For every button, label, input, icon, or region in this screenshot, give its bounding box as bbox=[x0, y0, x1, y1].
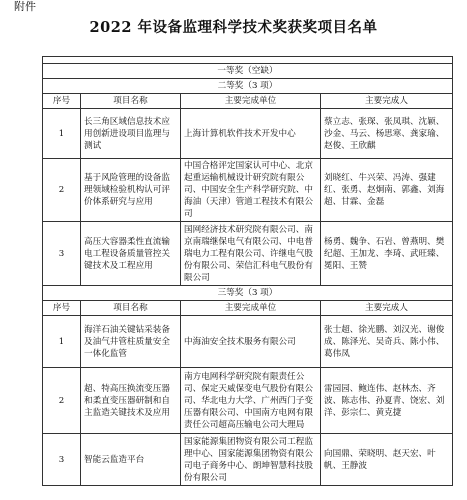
first-prize-row bbox=[43, 64, 453, 79]
first-prize-label: 一等奖（空缺） bbox=[43, 64, 453, 79]
table-row bbox=[43, 316, 453, 368]
table-top-gap bbox=[43, 57, 453, 64]
row-unit: 国网经济技术研究院有限公司、南京南瑞继保电气有限公司、中电普瑞电力工程有限公司、许继电气股份有限公司、荣信汇科电气股份有限公司 bbox=[181, 222, 321, 286]
row-unit: 中国合格评定国家认可中心、北京起重运输机械设计研究院有限公司、中国安全生产科学研究院、中海油（天津）管道工程技术有限公司 bbox=[181, 159, 321, 222]
row-unit: 国家能源集团物资有限公司工程监理中心、国家能源集团物资有限公司电子商务中心、朗坤智慧科技股份有限公司 bbox=[181, 434, 321, 486]
table-row bbox=[43, 109, 453, 159]
table-row bbox=[43, 222, 453, 286]
header-project: 项目名称 bbox=[81, 94, 181, 109]
header-project: 项目名称 bbox=[81, 301, 181, 316]
row-project: 基于风险管理的设备监理领域检验机构认可评价体系研究与应用 bbox=[81, 159, 181, 222]
row-no: 3 bbox=[43, 434, 81, 486]
header-no: 序号 bbox=[43, 301, 81, 316]
header-unit: 主要完成单位 bbox=[181, 301, 321, 316]
row-unit: 南方电网科学研究院有限责任公司、保定天威保变电气股份有限公司、华北电力大学、广州西门子变压器有限公司、中国南方电网有限责任公司超高压输电公司大理局 bbox=[181, 368, 321, 434]
row-project: 海洋石油关键钻采装备及油气井管柱质量安全一体化监管 bbox=[81, 316, 181, 368]
second-prize-row bbox=[43, 79, 453, 94]
row-project: 智能云监造平台 bbox=[81, 434, 181, 486]
row-people: 向国鼎、荣晓明、赵天宏、叶帆、王静波 bbox=[321, 434, 453, 486]
row-no: 2 bbox=[43, 159, 81, 222]
second-prize-label: 二等奖（3 项） bbox=[43, 79, 453, 94]
header-people: 主要完成人 bbox=[321, 301, 453, 316]
row-unit: 上海计算机软件技术开发中心 bbox=[181, 109, 321, 159]
row-people: 张士超、徐光鹏、刘汉光、谢俊成、陈泽光、吴奇兵、陈小伟、葛伟凤 bbox=[321, 316, 453, 368]
table-row bbox=[43, 434, 453, 486]
page-title: 2022 年设备监理科学技术奖获奖项目名单 bbox=[89, 19, 378, 36]
row-people: 杨勇、魏争、石岩、曾燕明、樊纪超、王加龙、李琦、武旺臻、冕阳、王赞 bbox=[321, 222, 453, 286]
row-project: 超、特高压换流变压器和柔直变压器研制和自主监造关键技术及应用 bbox=[81, 368, 181, 434]
row-no: 1 bbox=[43, 316, 81, 368]
row-people: 蔡立志、张琛、张凤琪、沈颖、沙金、马云、杨思寒、龚家瑜、赵俊、王欣麒 bbox=[321, 109, 453, 159]
row-no: 2 bbox=[43, 368, 81, 434]
table-header-row bbox=[43, 301, 453, 316]
table-row bbox=[43, 368, 453, 434]
third-prize-row bbox=[43, 286, 453, 301]
row-project: 长三角区域信息技术应用创新进设项目监理与测试 bbox=[81, 109, 181, 159]
header-no: 序号 bbox=[43, 94, 81, 109]
row-project: 高压大容器柔性直流输电工程设备质量管控关键技术及工程应用 bbox=[81, 222, 181, 286]
row-no: 1 bbox=[43, 109, 81, 159]
header-people: 主要完成人 bbox=[321, 94, 453, 109]
table-row bbox=[43, 159, 453, 222]
attachment-label: 附件 bbox=[14, 0, 36, 13]
row-people: 雷园园、鲍连伟、赵林杰、齐波、陈志伟、孙夏青、饶宏、刘洋、彭宗仁、黄克捷 bbox=[321, 368, 453, 434]
row-unit: 中海油安全技术服务有限公司 bbox=[181, 316, 321, 368]
row-no: 3 bbox=[43, 222, 81, 286]
row-people: 刘晓红、牛兴荣、冯涛、强建红、张勇、赵炯南、郭鑫、刘海超、甘霖、金磊 bbox=[321, 159, 453, 222]
third-prize-label: 三等奖（3 项） bbox=[43, 286, 453, 301]
award-table bbox=[42, 56, 453, 486]
table-header-row bbox=[43, 94, 453, 109]
header-unit: 主要完成单位 bbox=[181, 94, 321, 109]
